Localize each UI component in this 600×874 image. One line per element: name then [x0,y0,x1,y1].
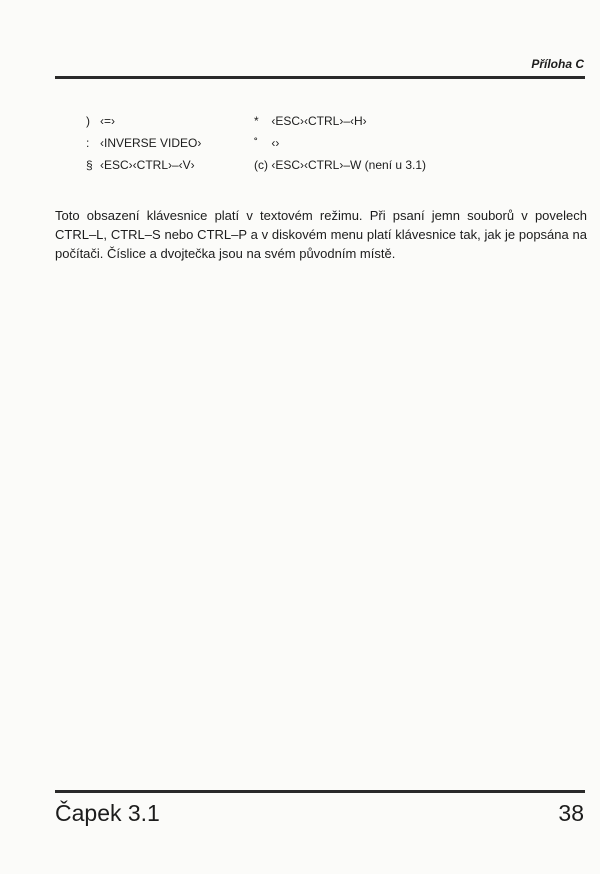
key-right-entry [254,110,367,132]
bottom-rule [55,790,585,793]
key-char: : [86,136,90,150]
key-right-entry [254,154,426,176]
key-left-entry [86,132,201,154]
key-char: (c) [254,158,268,172]
body-paragraph: Toto obsazení klávesnice platí v textovém režimu. Při psaní jemn souborů v povelech CTRL–L, CTRL–S nebo CTRL–P a v diskovém menu platí klávesnice tak, jak je popsána na počítači. Číslice a dvojtečka jsou na svém původním místě. [55,208,587,261]
key-char: ˚ [254,136,258,150]
page-number: 38 [558,800,584,826]
footer-title: Čapek 3.1 [55,800,160,826]
key-value: ‹=› [100,114,115,128]
section-header: Příloha C [531,57,584,71]
key-char: * [254,114,259,128]
key-char: § [86,158,93,172]
key-value: ‹ESC›‹CTRL›–‹H› [271,114,367,128]
top-rule [55,76,585,79]
key-value: ‹INVERSE VIDEO› [100,136,202,150]
key-right-entry [254,132,279,154]
key-value: ‹ESC›‹CTRL›–‹V› [100,158,195,172]
key-char: ) [86,114,90,128]
key-left-entry [86,110,115,132]
key-value: ‹› [271,136,280,150]
key-value: ‹ESC›‹CTRL›–W (není u 3.1) [271,158,427,172]
key-left-entry [86,154,195,176]
